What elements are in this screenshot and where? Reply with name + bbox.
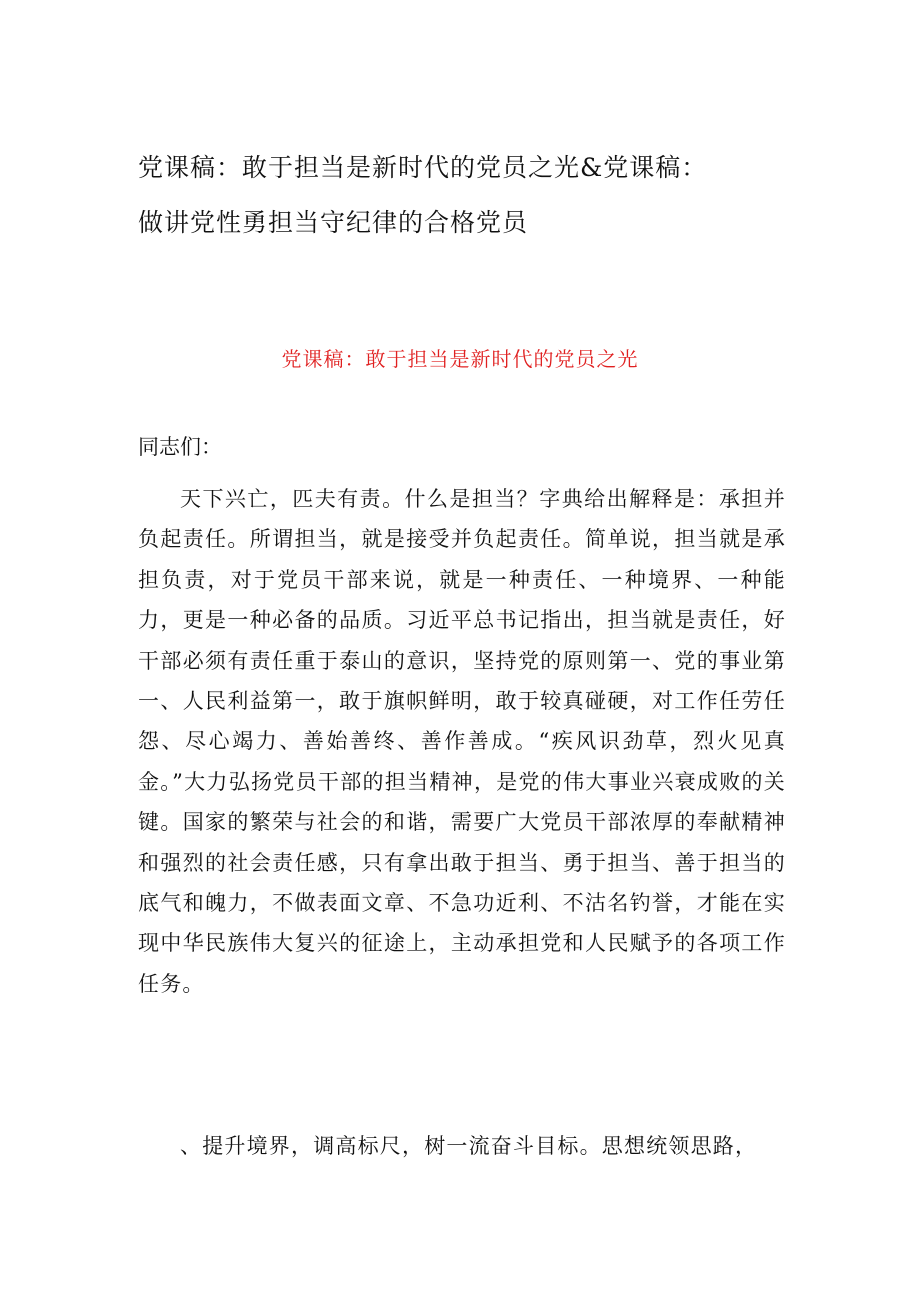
- title-line-1: 党课稿：敢于担当是新时代的党员之光&党课稿：: [138, 153, 708, 182]
- salutation: 同志们：: [138, 435, 222, 459]
- body-paragraph-1: 天下兴亡，匹夫有责。什么是担当？字典给出解释是：承担并负起责任。所谓担当，就是接受并负起责任。简单说，担当就是承担负责，对于党员干部来说，就是一种责任、一种境界、一种能力，更是一种必备的品质。习近平总书记指出，担当就是责任，好干部必须有责任重于泰山的意识，坚持党的原则第一、党的事业第一、人民利益第一，敢于旗帜鲜明，敢于较真碰硬，对工作任劳任怨、尽心竭力、善始善终、善作善成。“疾风识劲草，烈火见真金。”大力弘扬党员干部的担当精神，是党的伟大事业兴衰成败的关键。国家的繁荣与社会的和谐，需要广大党员干部浓厚的奉献精神和强烈的社会责任感，只有拿出敢于担当、勇于担当、善于担当的底气和魄力，不做表面文章、不急功近利、不沽名钓誉，才能在实现中华民族伟大复兴的征途上，主动承担党和人民赋予的各项工作任务。: [138, 487, 786, 996]
- body-paragraph-2: 、提升境界，调高标尺，树一流奋斗目标。思想统领思路，: [180, 1134, 758, 1158]
- title-line-2: 做讲党性勇担当守纪律的合格党员: [138, 208, 529, 237]
- section-heading: 党课稿：敢于担当是新时代的党员之光: [281, 347, 639, 371]
- document-title: [138, 140, 788, 250]
